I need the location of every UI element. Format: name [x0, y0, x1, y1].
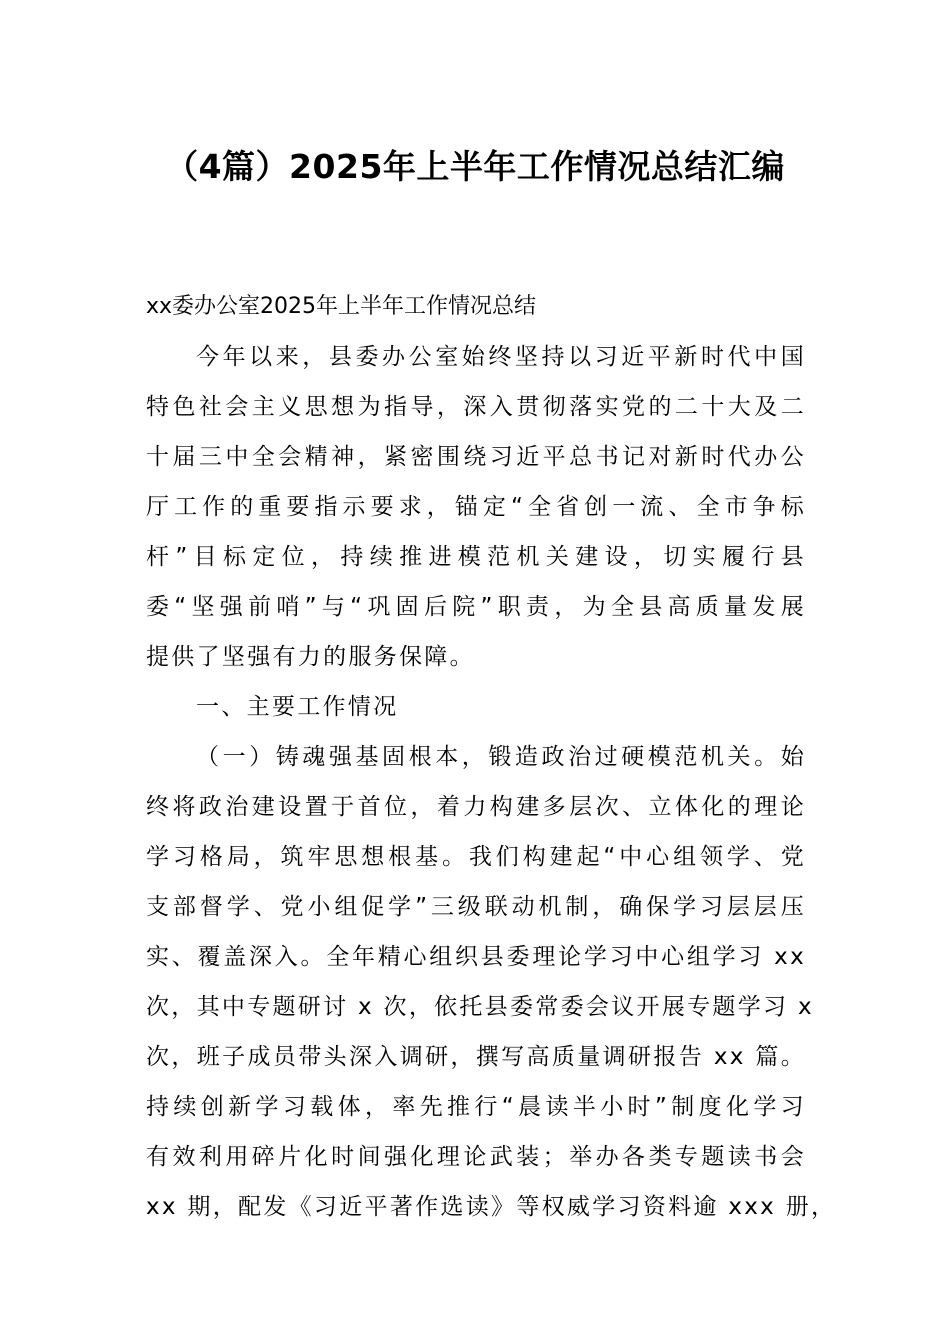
text-line: 持续创新学习载体，率先推行“晨读半小时”制度化学习 [146, 1094, 806, 1120]
text-line: 十届三中全会精神，紧密围绕习近平总书记对新时代办公 [146, 444, 806, 470]
document-body [146, 282, 837, 1232]
text-line: 实、覆盖深入。全年精心组织县委理论学习中心组学习 xx [146, 944, 806, 970]
text-line: 支部督学、党小组促学”三级联动机制，确保学习层层压 [146, 894, 806, 920]
text-line: 学习格局，筑牢思想根基。我们构建起“中心组领学、党 [146, 844, 806, 870]
text-line: 终将政治建设置于首位，着力构建多层次、立体化的理论 [146, 794, 806, 820]
text-line: xx 期，配发《习近平著作选读》等权威学习资料逾 xxx 册， [146, 1194, 837, 1220]
text-line: 次，班子成员带头深入调研，撰写高质量调研报告 xx 篇。 [146, 1044, 806, 1070]
article-subtitle: xx委办公室2025年上半年工作情况总结 [146, 294, 537, 319]
text-line: 次，其中专题研讨 x 次，依托县委常委会议开展专题学习 x [146, 994, 814, 1020]
section-heading: 一、主要工作情况 [196, 694, 399, 720]
paragraph-intro [146, 332, 806, 682]
text-line: 提供了坚强有力的服务保障。 [146, 644, 475, 670]
text-line: 杆”目标定位，持续推进模范机关建设，切实履行县 [146, 544, 806, 570]
document-title: （4篇）2025年上半年工作情况总结汇编 [165, 147, 785, 186]
text-line: 特色社会主义思想为指导，深入贯彻落实党的二十大及二 [146, 394, 806, 420]
text-line: 今年以来，县委办公室始终坚持以习近平新时代中国 [196, 344, 806, 370]
text-line: 委“坚强前哨”与“巩固后院”职责，为全县高质量发展 [146, 594, 806, 620]
paragraph-section-1 [146, 732, 837, 1232]
text-line: （一）铸魂强基固根本，锻造政治过硬模范机关。始 [196, 744, 806, 770]
text-line: 有效利用碎片化时间强化理论武装；举办各类专题读书会 [146, 1144, 806, 1170]
text-line: 厅工作的重要指示要求，锚定“全省创一流、全市争标 [146, 494, 806, 520]
